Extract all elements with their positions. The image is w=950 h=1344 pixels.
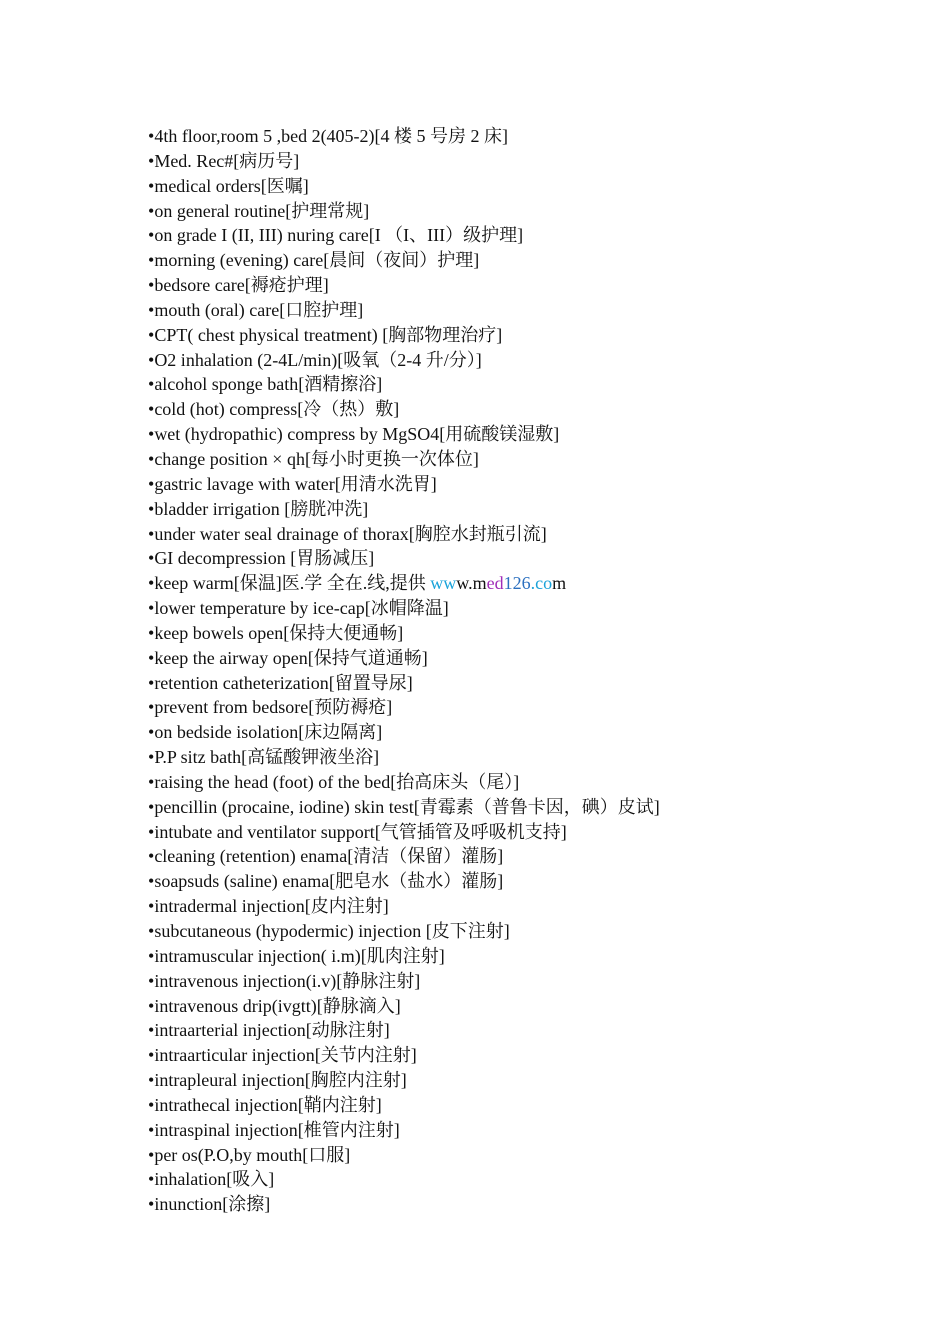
- bullet-icon: •: [148, 896, 155, 917]
- list-item: [148, 646, 908, 671]
- list-item-text: intubate and ventilator support[气管插管及呼吸机支持]: [154, 821, 567, 842]
- list-item: [148, 323, 908, 348]
- bullet-icon: •: [148, 1144, 155, 1165]
- watermark-url-link[interactable]: [430, 573, 566, 593]
- list-item-text: soapsuds (saline) enama[肥皂水（盐水）灌肠]: [154, 871, 504, 892]
- list-item: [148, 199, 908, 224]
- list-item-text: bedsore care[褥疮护理]: [154, 275, 329, 296]
- list-item-text: on bedside isolation[床边隔离]: [154, 722, 383, 743]
- list-item: [148, 621, 908, 646]
- list-item: [148, 397, 908, 422]
- bullet-icon: •: [148, 821, 155, 842]
- list-item-text: under water seal drainage of thorax[胸腔水封瓶引流]: [154, 523, 547, 544]
- list-item-text: morning (evening) care[晨间（夜间）护理]: [154, 250, 480, 271]
- list-item: [148, 596, 908, 621]
- list-item: [148, 372, 908, 397]
- list-item: [148, 844, 908, 869]
- list-item: [148, 447, 908, 472]
- list-item-text: CPT( chest physical treatment) [胸部物理治疗]: [154, 324, 503, 345]
- list-item-text: on grade I (II, III) nuring care[I （I、III）级护理]: [154, 225, 524, 246]
- bullet-icon: •: [148, 573, 155, 594]
- watermark-url-part: w.m: [456, 573, 487, 594]
- list-item: [148, 571, 908, 596]
- list-item-text: mouth (oral) care[口腔护理]: [154, 299, 364, 320]
- bullet-icon: •: [148, 473, 155, 494]
- list-item-text: per os(P.O,by mouth[口服]: [154, 1144, 351, 1165]
- list-item-text: Med. Rec#[病历号]: [154, 150, 300, 171]
- list-item-text: intradermal injection[皮内注射]: [154, 896, 389, 917]
- bullet-icon: •: [148, 1045, 155, 1066]
- bullet-icon: •: [148, 672, 155, 693]
- bullet-icon: •: [148, 250, 155, 271]
- list-item: [148, 770, 908, 795]
- list-item-text: intrapleural injection[胸腔内注射]: [154, 1070, 407, 1091]
- list-item: [148, 298, 908, 323]
- bullet-icon: •: [148, 399, 155, 420]
- list-item-text: change position × qh[每小时更换一次体位]: [154, 448, 479, 469]
- list-item-text: lower temperature by ice-cap[冰帽降温]: [154, 598, 449, 619]
- list-item-text: intraspinal injection[椎管内注射]: [154, 1119, 400, 1140]
- list-item-text: intramuscular injection( i.m)[肌肉注射]: [154, 945, 445, 966]
- list-item: [148, 546, 908, 571]
- list-item-text: intrathecal injection[鞘内注射]: [154, 1094, 382, 1115]
- bullet-icon: •: [148, 796, 155, 817]
- bullet-icon: •: [148, 200, 155, 221]
- list-item: [148, 422, 908, 447]
- list-item: [148, 745, 908, 770]
- list-item-text: cleaning (retention) enama[清洁（保留）灌肠]: [154, 846, 504, 867]
- list-item: [148, 1068, 908, 1093]
- list-item-text: inunction[涂擦]: [154, 1194, 271, 1215]
- list-item-text: retention catheterization[留置导尿]: [154, 672, 413, 693]
- bullet-icon: •: [148, 299, 155, 320]
- bullet-icon: •: [148, 647, 155, 668]
- list-item-text: on general routine[护理常规]: [154, 200, 370, 221]
- bullet-icon: •: [148, 846, 155, 867]
- watermark-url-part: ww: [430, 573, 457, 594]
- bullet-icon: •: [148, 697, 155, 718]
- bullet-icon: •: [148, 1194, 155, 1215]
- bullet-icon: •: [148, 722, 155, 743]
- bullet-icon: •: [148, 523, 155, 544]
- list-item: [148, 348, 908, 373]
- list-item: [148, 149, 908, 174]
- list-item-text: O2 inhalation (2-4L/min)[吸氧（2-4 升/分）]: [154, 349, 482, 370]
- bullet-icon: •: [148, 1094, 155, 1115]
- list-item: [148, 944, 908, 969]
- bullet-icon: •: [148, 1070, 155, 1091]
- list-item-text: keep the airway open[保持气道通畅]: [154, 647, 428, 668]
- bullet-icon: •: [148, 498, 155, 519]
- bullet-icon: •: [148, 374, 155, 395]
- watermark-url-part: m: [552, 573, 567, 594]
- list-item-text: medical orders[医嘱]: [154, 175, 309, 196]
- watermark-url-part: 126: [503, 573, 531, 594]
- bullet-icon: •: [148, 747, 155, 768]
- list-item: [148, 820, 908, 845]
- bullet-icon: •: [148, 945, 155, 966]
- list-item: [148, 1192, 908, 1217]
- bullet-icon: •: [148, 448, 155, 469]
- bullet-icon: •: [148, 970, 155, 991]
- bullet-icon: •: [148, 1020, 155, 1041]
- bullet-icon: •: [148, 126, 155, 146]
- list-item: [148, 124, 908, 149]
- list-item-text: intravenous drip(ivgtt)[静脉滴入]: [154, 995, 401, 1016]
- list-item-text: keep bowels open[保持大便通畅]: [154, 622, 404, 643]
- list-item-text: keep warm[保温]医.学 全在.线,提供: [154, 573, 431, 594]
- watermark-url-part: .co: [530, 573, 553, 594]
- list-item-text: cold (hot) compress[冷（热）敷]: [154, 399, 400, 420]
- list-item-text: bladder irrigation [膀胱冲洗]: [154, 498, 369, 519]
- list-item: [148, 919, 908, 944]
- list-item-text: alcohol sponge bath[酒精擦浴]: [154, 374, 383, 395]
- bullet-icon: •: [148, 1119, 155, 1140]
- list-item: [148, 472, 908, 497]
- list-item-text: GI decompression [胃肠减压]: [154, 548, 375, 569]
- list-item: [148, 522, 908, 547]
- list-item: [148, 1018, 908, 1043]
- list-item: [148, 1118, 908, 1143]
- bullet-icon: •: [148, 548, 155, 569]
- list-item: [148, 248, 908, 273]
- list-item-text: wet (hydropathic) compress by MgSO4[用硫酸镁湿敷]: [154, 424, 560, 445]
- list-item: [148, 1043, 908, 1068]
- list-item-text: P.P sitz bath[高锰酸钾液坐浴]: [154, 747, 380, 768]
- list-item-text: pencillin (procaine, iodine) skin test[青霉素（普鲁卡因，碘）皮试]: [154, 796, 660, 817]
- list-item: [148, 869, 908, 894]
- list-item: [148, 497, 908, 522]
- bullet-icon: •: [148, 275, 155, 296]
- list-item-text: intravenous injection(i.v)[静脉注射]: [154, 970, 421, 991]
- list-item-text: gastric lavage with water[用清水洗胃]: [154, 473, 437, 494]
- list-item-text: inhalation[吸入]: [154, 1169, 275, 1190]
- term-list: [148, 124, 908, 1217]
- bullet-icon: •: [148, 1169, 155, 1190]
- list-item: [148, 695, 908, 720]
- list-item-text: subcutaneous (hypodermic) injection [皮下注射]: [154, 921, 510, 941]
- list-item: [148, 273, 908, 298]
- list-item: [148, 174, 908, 199]
- bullet-icon: •: [148, 995, 155, 1016]
- list-item-text: intraarterial injection[动脉注射]: [154, 1020, 390, 1041]
- list-item: [148, 1167, 908, 1192]
- bullet-icon: •: [148, 225, 155, 246]
- list-item: [148, 894, 908, 919]
- bullet-icon: •: [148, 771, 155, 792]
- bullet-icon: •: [148, 324, 155, 345]
- list-item-text: prevent from bedsore[预防褥疮]: [154, 697, 393, 718]
- list-item-text: 4th floor,room 5 ,bed 2(405-2)[4 楼 5 号房 2 床]: [154, 126, 509, 146]
- bullet-icon: •: [148, 349, 155, 370]
- bullet-icon: •: [148, 622, 155, 643]
- list-item: [148, 1143, 908, 1168]
- list-item-text: intraarticular injection[关节内注射]: [154, 1045, 417, 1066]
- bullet-icon: •: [148, 598, 155, 619]
- list-item: [148, 994, 908, 1019]
- bullet-icon: •: [148, 175, 155, 196]
- bullet-icon: •: [148, 424, 155, 445]
- bullet-icon: •: [148, 871, 155, 892]
- list-item: [148, 223, 908, 248]
- list-item: [148, 671, 908, 696]
- list-item-text: raising the head (foot) of the bed[抬高床头（尾）]: [154, 771, 520, 792]
- bullet-icon: •: [148, 150, 155, 171]
- list-item: [148, 1093, 908, 1118]
- list-item: [148, 720, 908, 745]
- bullet-icon: •: [148, 921, 155, 941]
- list-item: [148, 795, 908, 820]
- list-item: [148, 969, 908, 994]
- watermark-url-part: ed: [486, 573, 504, 594]
